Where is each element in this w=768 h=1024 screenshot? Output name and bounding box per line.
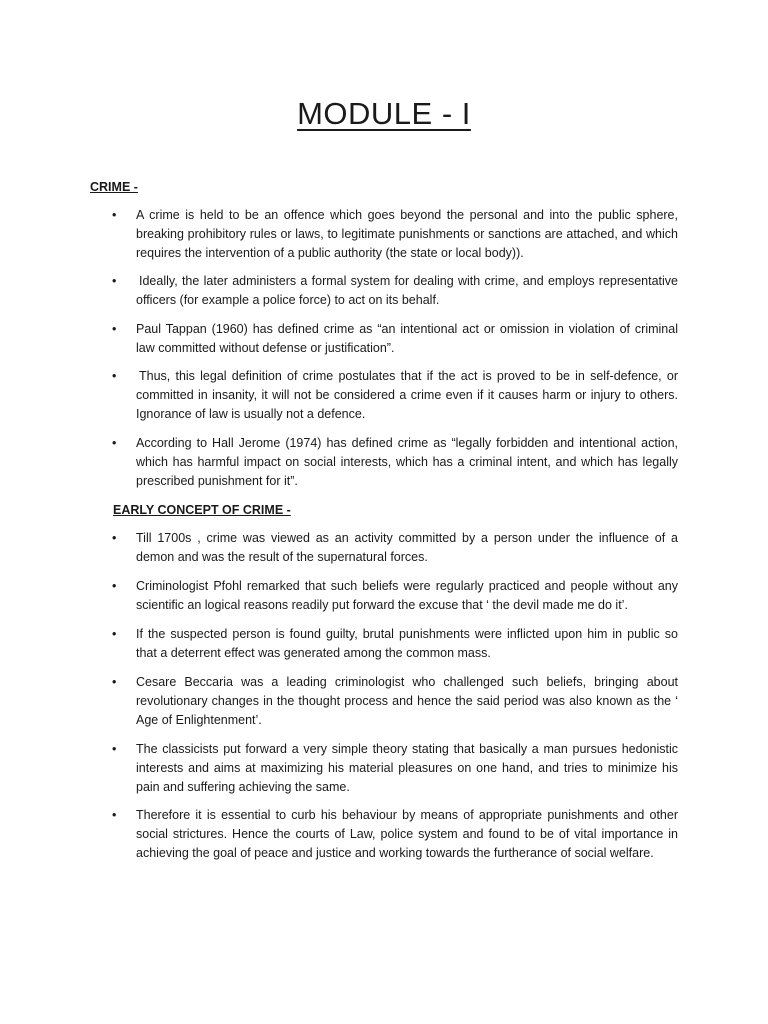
section-heading-early-concept: EARLY CONCEPT OF CRIME - bbox=[113, 503, 291, 517]
list-item-text: Therefore it is essential to curb his behaviour by means of appropriate punishments and other social strictures. Hence the courts of Law, police system and found to be of vital importance in achieving the goal of peace and justice and working towards the furtherance of social welfare. bbox=[136, 808, 678, 860]
bullet: • bbox=[112, 627, 117, 641]
bullet: • bbox=[112, 208, 117, 222]
list-item-text: Thus, this legal definition of crime postulates that if the act is proved to be in self-defence, or committed in insanity, it will not be considered a crime even if it causes harm or injury to others. Ignorance of law is usually not a defence. bbox=[136, 369, 678, 421]
list-item-text: The classicists put forward a very simple theory stating that basically a man pursues hedonistic interests and aims at maximizing his material pleasures on one hand, and tries to minimize his pain and suffering achieving the same. bbox=[136, 742, 678, 794]
list-item-text: Till 1700s , crime was viewed as an activity committed by a person under the influence of a demon and was the result of the supernatural forces. bbox=[136, 531, 678, 564]
list-item-text: Cesare Beccaria was a leading criminologist who challenged such beliefs, bringing about revolutionary changes in the thought process and hence the said period was also known as the ‘ Age of Enlightenment’. bbox=[136, 675, 678, 727]
bullet: • bbox=[112, 579, 117, 593]
list-item-text: According to Hall Jerome (1974) has defined crime as “legally forbidden and intentional action, which has harmful impact on social interests, which has a criminal intent, and which has legally prescribed punishment for it”. bbox=[136, 436, 678, 488]
list-item-text: Paul Tappan (1960) has defined crime as “an intentional act or omission in violation of criminal law committed without defense or justification”. bbox=[136, 322, 678, 355]
bullet: • bbox=[112, 369, 117, 383]
bullet: • bbox=[112, 322, 117, 336]
list-item-text: If the suspected person is found guilty, brutal punishments were inflicted upon him in public so that a deterrent effect was generated among the common mass. bbox=[136, 627, 678, 660]
page-title bbox=[0, 95, 768, 133]
list-item-text: A crime is held to be an offence which goes beyond the personal and into the public sphere, breaking prohibitory rules or laws, to legitimate punishments or sanctions are attached, and which requires the intervention of a public authority (the state or local body)). bbox=[136, 208, 678, 260]
bullet: • bbox=[112, 436, 117, 450]
list-item-text: Criminologist Pfohl remarked that such beliefs were regularly practiced and people without any scientific an logical reasons readily put forward the excuse that ‘ the devil made me do it’. bbox=[136, 579, 678, 612]
bullet: • bbox=[112, 274, 117, 288]
bullet: • bbox=[112, 675, 117, 689]
bullet: • bbox=[112, 531, 117, 545]
section-heading-crime: CRIME - bbox=[90, 180, 138, 194]
bullet: • bbox=[112, 808, 117, 822]
list-item-text: Ideally, the later administers a formal system for dealing with crime, and employs representative officers (for example a police force) to act on its behalf. bbox=[136, 274, 678, 307]
page-title-text: MODULE - I bbox=[297, 96, 471, 131]
bullet: • bbox=[112, 742, 117, 756]
